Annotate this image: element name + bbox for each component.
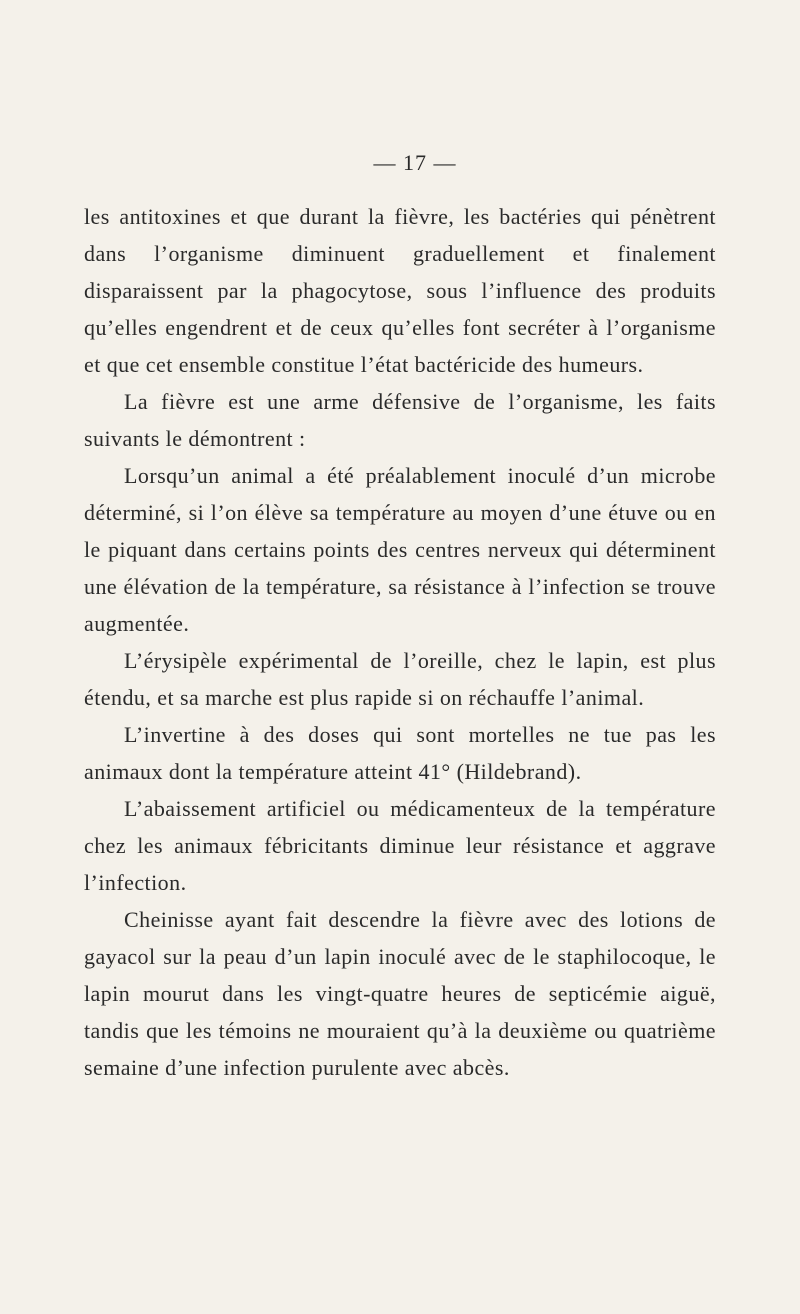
paragraph: La fièvre est une arme défensive de l’organisme, les faits suivants le démontrent : <box>84 389 716 451</box>
body-text <box>84 198 716 1086</box>
paragraph: L’invertine à des doses qui sont mortelles ne tue pas les animaux dont la température atteint 41° (Hildebrand). <box>84 722 716 784</box>
paragraph: L’érysipèle expérimental de l’oreille, chez le lapin, est plus étendu, et sa marche est plus rapide si on réchauffe l’animal. <box>84 648 716 710</box>
page-number: — 17 — <box>373 150 457 175</box>
paragraph: L’abaissement artificiel ou médicamenteux de la température chez les animaux fébricitants diminue leur résistance et aggrave l’infection. <box>84 796 716 895</box>
paragraph: Lorsqu’un animal a été préalablement inoculé d’un microbe déterminé, si l’on élève sa température au moyen d’une étuve ou en le piquant dans certains points des centres nerveux qui déterminent une élévation de la température, sa résistance à l’infection se trouve augmentée. <box>84 463 716 636</box>
paragraph: Cheinisse ayant fait descendre la fièvre avec des lotions de gayacol sur la peau d’un lapin inoculé avec de le staphilocoque, le lapin mourut dans les vingt-quatre heures de septicémie aiguë, tandis que les témoins ne mouraient qu’à la deuxième ou quatrième semaine d’une infection purulente avec abcès. <box>84 907 716 1080</box>
paragraph: les antitoxines et que durant la fièvre, les bactéries qui pénètrent dans l’organisme diminuent graduellement et finalement disparaissent par la phagocytose, sous l’influence des produits qu’elles engendrent et de ceux qu’elles font secréter à l’organisme et que cet ensemble constitue l’état bactéricide des humeurs. <box>84 204 716 377</box>
